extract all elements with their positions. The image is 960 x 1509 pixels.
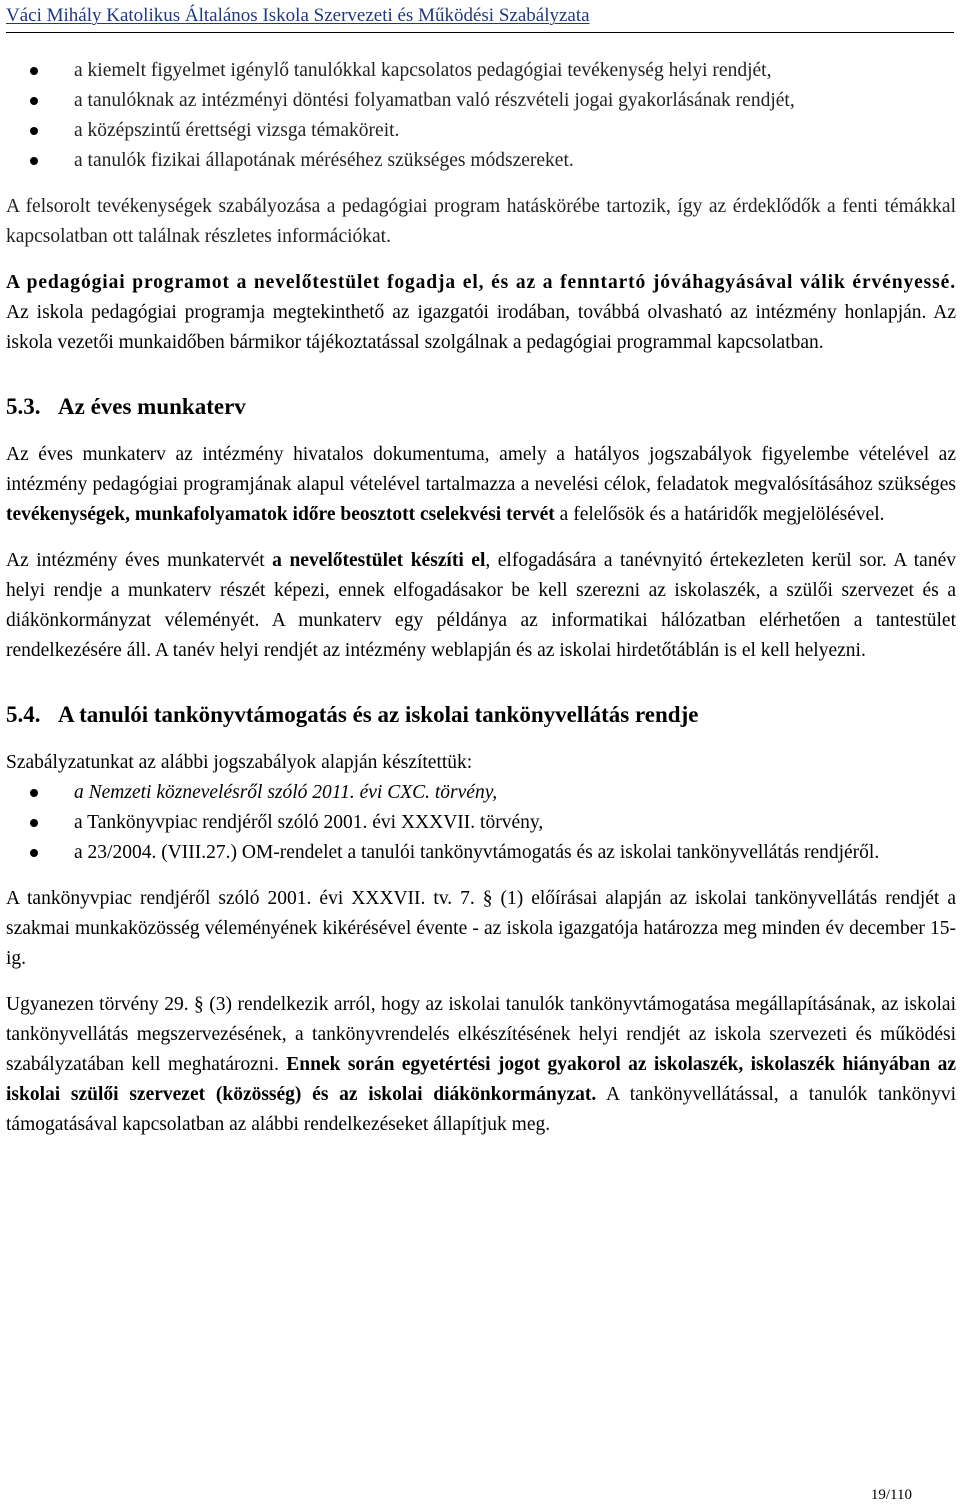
section-title: A tanulói tankönyvtámogatás és az iskolai tankönyvellátás rendje xyxy=(58,702,699,727)
paragraph-workplan-preparation: Az intézmény éves munkatervét a nevelőtestület készíti el, elfogadására a tanévnyitó értekezleten kerül sor. A tanév helyi rendje a munkaterv részét képezi, ennek elfogadásakor be kell szerezni az iskolaszék, a szülői szervezet és a diákönkormányzat véleményét. A munkaterv egy példánya az informatikai hálózatban elérhetően a tantestület rendelkezésére áll. A tanév helyi rendjét az intézmény weblapján és az iskolai hirdetőtáblán is el kell helyezni. xyxy=(6,550,956,661)
bullet-list-legal-basis xyxy=(6,778,956,868)
paragraph-program-approval: A pedagógiai programot a nevelőtestület fogadja el, és az a fenntartó jóváhagyásával válik érvényessé. Az iskola pedagógiai programja megtekinthető az igazgatói irodában, továbbá olvasható az intézmény honlapján. Az iskola vezetői munkaidőben bármikor tájékoztatással szolgálnak a pedagógiai programmal kapcsolatban. xyxy=(6,272,956,353)
bullet-icon xyxy=(30,67,38,75)
bold-statement: A pedagógiai programot a nevelőtestület fogadja el, és az a fenntartó jóváhagyásával válik érvényessé. xyxy=(6,272,956,293)
paragraph-workplan-definition: Az éves munkaterv az intézmény hivatalos dokumentuma, amely a hatályos jogszabályok figyelembe vételével az intézmény pedagógiai programjának alapul vételével tartalmazza a nevelési célok, feladatok megvalósításához szükséges tevékenységek, munkafolyamatok időre beosztott cselekvési tervét a felelősök és a határidők megjelölésével. xyxy=(6,444,956,525)
page-header xyxy=(6,2,954,33)
list-item: a középszintű érettségi vizsga témaköreit. xyxy=(6,116,956,146)
section-heading-textbook-supply xyxy=(6,698,956,732)
bullet-icon xyxy=(30,849,38,857)
list-item: a kiemelt figyelmet igénylő tanulókkal kapcsolatos pedagógiai tevékenység helyi rendjét, xyxy=(6,56,956,86)
list-item: a Nemzeti köznevelésről szóló 2011. évi CXC. törvény, xyxy=(6,778,956,808)
paragraph-program-scope: A felsorolt tevékenységek szabályozása a pedagógiai program hatáskörébe tartozik, így az érdeklődők a fenti témákkal kapcsolatban ott találnak részletes információkat. xyxy=(6,196,956,247)
bullet-icon xyxy=(30,97,38,105)
section-number: 5.3. xyxy=(6,394,41,419)
bullet-icon xyxy=(30,789,38,797)
bullet-icon xyxy=(30,127,38,135)
paragraph-consent-rights: Ugyanezen törvény 29. § (3) rendelkezik arról, hogy az iskolai tanulók tankönyvtámogatása megállapításának, az iskolai tankönyvellátás megszervezésének, a tankönyvrendelés elkészítésének helyi rendjét az iskola szervezeti és működési szabályzatában kell meghatározni. Ennek során egyetértési jogot gyakorol az iskolaszék, iskolaszék hiányában az iskolai szülői szervezet (közösség) és az iskolai diákönkormányzat. A tankönyvellátással, a tanulók tankönyvi támogatásával kapcsolatban az alábbi rendelkezéseket állapítjuk meg. xyxy=(6,994,957,1135)
paragraph-legal-basis-intro: Szabályzatunkat az alábbi jogszabályok alapján készítettük: xyxy=(6,752,473,773)
bullet-icon xyxy=(30,157,38,165)
bullet-icon xyxy=(30,819,38,827)
bullet-list-program-topics xyxy=(6,56,956,176)
paragraph-textbook-order: A tankönyvpiac rendjéről szóló 2001. évi XXXVII. tv. 7. § (1) előírásai alapján az iskolai tankönyvellátás rendjét a szakmai munkaközösség véleményének kikérésével évente - az iskola igazgatója határozza meg minden év december 15-ig. xyxy=(6,888,956,969)
section-title: Az éves munkaterv xyxy=(58,394,246,419)
list-item: a 23/2004. (VIII.27.) OM-rendelet a tanulói tankönyvtámogatás és az iskolai tankönyvellátás rendjéről. xyxy=(6,838,956,868)
section-number: 5.4. xyxy=(6,702,41,727)
list-item: a tanulóknak az intézményi döntési folyamatban való részvételi jogai gyakorlásának rendjét, xyxy=(6,86,956,116)
page-number: 19/110 xyxy=(870,1487,912,1503)
document-title: Váci Mihály Katolikus Általános Iskola Szervezeti és Működési Szabályzata xyxy=(6,5,590,26)
list-item: a Tankönyvpiac rendjéről szóló 2001. évi XXXVII. törvény, xyxy=(6,808,956,838)
document-body xyxy=(6,56,956,1140)
section-heading-annual-workplan xyxy=(6,390,956,424)
list-item: a tanulók fizikai állapotának méréséhez szükséges módszereket. xyxy=(6,146,956,176)
